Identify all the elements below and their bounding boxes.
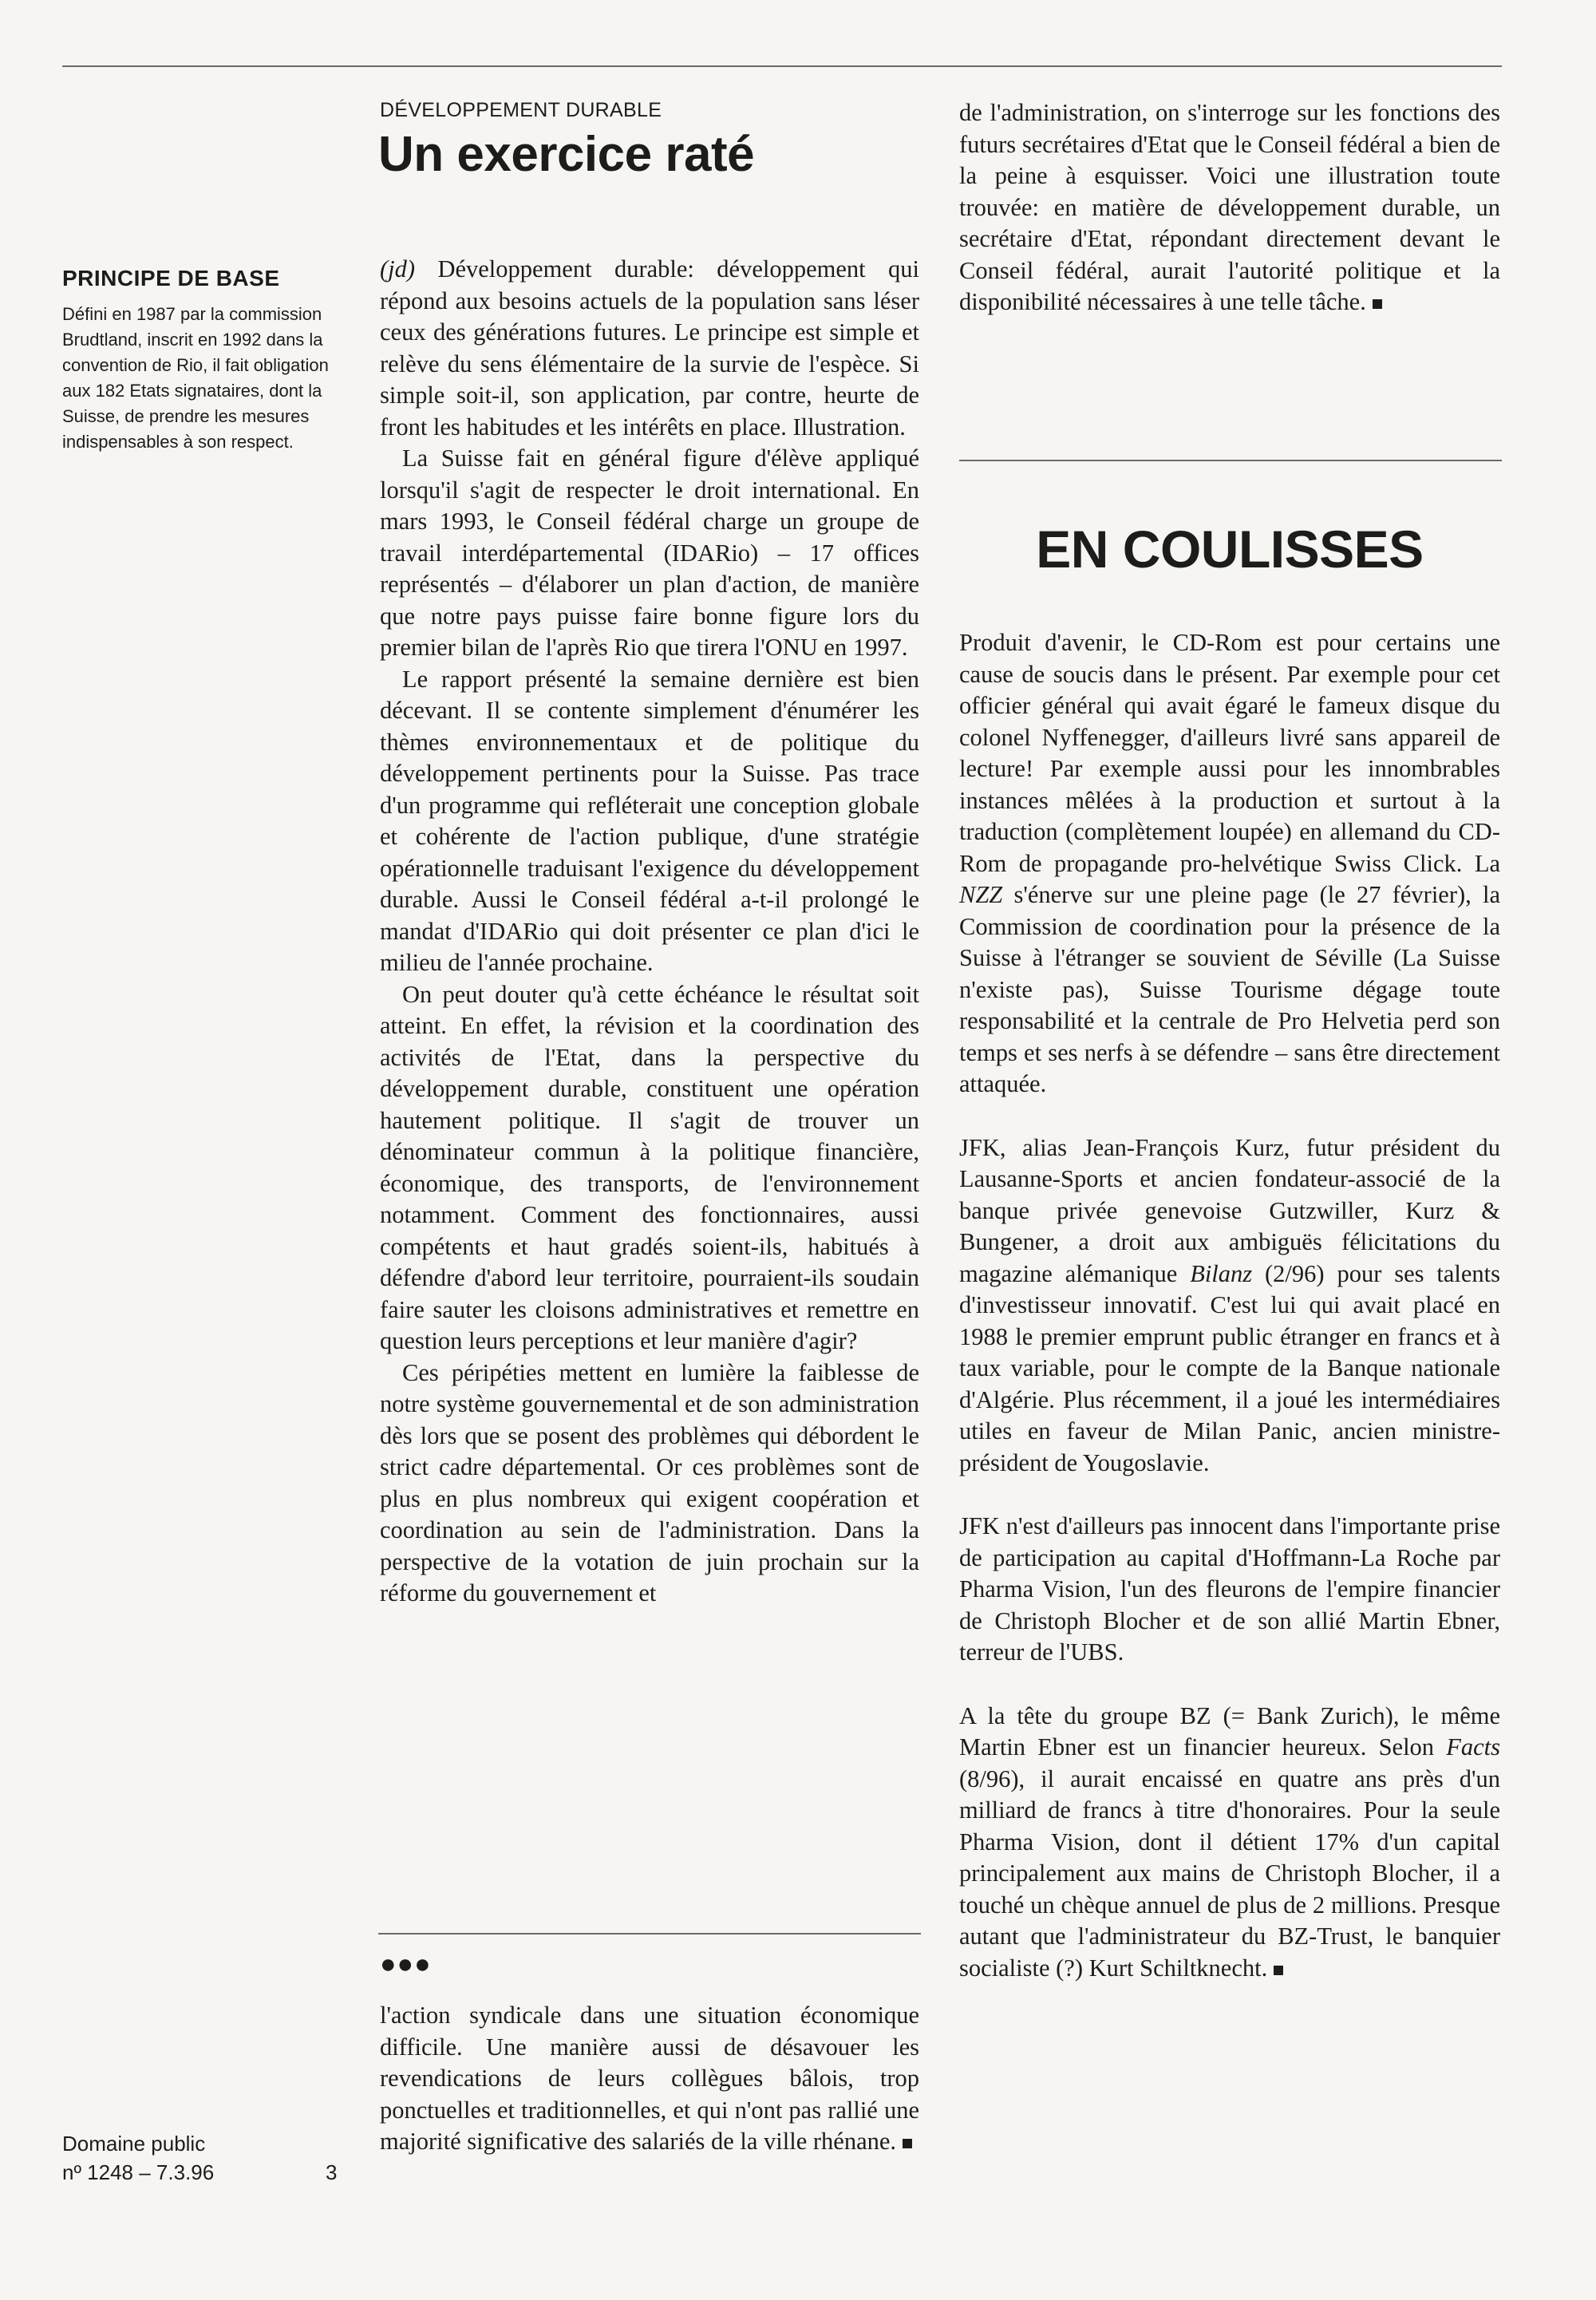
end-mark xyxy=(1274,1966,1283,1975)
article-body-column-1 xyxy=(380,254,919,1610)
continuation-marker: ●●● xyxy=(380,1949,432,1979)
article-paragraph: Ces péripéties mettent en lumière la faiblesse de notre système gouvernemental et de son administration dès lors que se posent des problèmes qui débordent le strict cadre départemental. Or ces problèmes sont de plus en plus nombreux qui exigent coopération et coordination au sein de l'administration. Dans la perspective de la votation de juin prochain sur la réforme du gouvernement et xyxy=(380,1358,919,1606)
coulisses-paragraph: JFK, alias Jean-François Kurz, futur président du Lausanne-Sports et ancien fondateur-associé de la banque privée genevoise Gutzwiller, Kurz & Bungener, a droit aux ambiguës félicitations du magazine alémanique Bilanz (2/96) pour ses talents d'investisseur innovatif. C'est lui qui avait placé en 1988 le premier emprunt public étranger en francs et à taux variable, pour le compte de la Banque nationale d'Algérie. Plus récemment, il a joué les intermédiaires utiles en faveur de Milan Panic, ancien ministre-président de Yougoslavie. xyxy=(959,1133,1500,1476)
article-paragraph: La Suisse fait en général figure d'élève appliqué lorsqu'il s'agit de respecter le droit international. En mars 1993, le Conseil fédéral charge un groupe de travail interdépartemental (IDARio) – 17 offices représentés – d'élaborer un plan d'action, de manière que notre pays puisse faire bonne figure lors du premier bilan de l'après Rio que tirera l'ONU en 1997. xyxy=(380,445,919,661)
continuation-text: l'action syndicale dans une situation économique difficile. Une manière aussi de désavouer les revendications de leurs collègues bâlois, trop ponctuelles et traditionnelles, et qui n'ont pas rallié une majorité significative des salariés de la ville rhénane. xyxy=(380,2002,919,2155)
footer-publication: Domaine public xyxy=(62,2132,206,2156)
article-kicker: DÉVELOPPEMENT DURABLE xyxy=(380,99,662,121)
coulisses-paragraph: A la tête du groupe BZ (= Bank Zurich), le même Martin Ebner est un financier heureux. Selon Facts (8/96), il aurait encaissé en quatre ans près d'un milliard de francs à titre d'honoraires. Pour la seule Pharma Vision, dont il détient 17% d'un capital principalement aux mains de Christoph Blocher, il a touché un chèque annuel de plus de 2 millions. Presque autant que l'administrateur du BZ-Trust, le banquier socialiste (?) Kurt Schiltknecht. xyxy=(959,1701,1500,1982)
top-rule xyxy=(62,65,1502,67)
article-title: Un exercice raté xyxy=(378,127,755,182)
sidebar-title: PRINCIPE DE BASE xyxy=(62,266,280,290)
page-number: 3 xyxy=(326,2160,338,2184)
sidebar-text: Défini en 1987 par la commission Brudtland, inscrit en 1992 dans la convention de Rio, il fait obligation aux 182 Etats signataires, dont la Suisse, de prendre les mesures indispensables à son respect. xyxy=(62,304,329,452)
coulisses-paragraph: JFK n'est d'ailleurs pas innocent dans l'importante prise de participation au capital d'Hoffmann-La Roche par Pharma Vision, l'un des fleurons de l'empire financier de Christoph Blocher et de son allié Martin Ebner, terreur de l'UBS. xyxy=(959,1512,1500,1666)
coulisses-paragraph: Produit d'avenir, le CD-Rom est pour certains une cause de soucis dans le présent. Par exemple pour cet officier général qui avait égaré le fameux disque du colonel Nyffenegger, d'ailleurs livré sans appareil de lecture! Par exemple aussi pour les innombrables instances mêlées à la production et surtout à la traduction (complètement loupée) en allemand du CD-Rom de propagande pro-helvétique Swiss Click. La NZZ s'énerve sur une pleine page (le 27 février), la Commission de coordination pour la présence de la Suisse à l'étranger se souvient de Séville (La Suisse n'existe pas), Suisse Tourisme dégage toute responsabilité et la centrale de Pro Helvetia perd son temps et ses nerfs à se défendre – sans être directement attaquée. xyxy=(959,629,1500,1097)
byline: (jd) xyxy=(380,255,416,283)
section-title: EN COULISSES xyxy=(1036,520,1424,579)
article-paragraph: On peut douter qu'à cette échéance le résultat soit atteint. En effet, la révision et la coordination des activités de l'Etat, dans la perspective du développement durable, constituent une opération hautement politique. Il s'agit de trouver un dénominateur commun à la politique financière, économique, des transports, de l'environnement notamment. Comment des fonctionnaires, aussi compétents et haut gradés soient-ils, habitués à défendre d'abord leur territoire, pourraient-ils soudain faire sauter les cloisons administratives et remettre en question leurs perceptions et leur manière d'agir? xyxy=(380,980,919,1354)
section-rule xyxy=(959,460,1502,461)
article-paragraph: (jd) Développement durable: développement qui répond aux besoins actuels de la population sans léser ceux des générations futures. Le principe est simple et relève du sens élémentaire de la survie de l'espèce. Si simple soit-il, son application, par contre, heurte de front les habitudes et les intérêts en place. Illustration. xyxy=(380,255,919,441)
continuation-rule xyxy=(378,1933,921,1934)
article-paragraph: Le rapport présenté la semaine dernière est bien décevant. Il se contente simplement d'énumérer les thèmes environnementaux et de politique du développement pertinents pour la Suisse. Pas trace d'un programme qui refléterait une conception globale et cohérente de l'action publique, d'une stratégie opérationnelle traduisant l'exigence du développement durable. Aussi le Conseil fédéral a-t-il prolongé le mandat d'IDARio qui doit présenter ce plan d'ici le milieu de l'année prochaine. xyxy=(380,665,919,976)
footer-issue: nº 1248 – 7.3.96 xyxy=(62,2160,215,2184)
end-mark xyxy=(1373,299,1382,309)
article-body-column-2: de l'administration, on s'interroge sur les fonctions des futurs secrétaires d'Etat que le Conseil fédéral a bien de la peine à esquisser. Voici une illustration toute trouvée: en matière de développement durable, un secrétaire d'Etat, répondant directement devant le Conseil fédéral, aurait l'autorité politique et la disponibilité nécessaires à une telle tâche. xyxy=(959,99,1500,315)
end-mark xyxy=(903,2139,912,2148)
coulisses-body xyxy=(959,627,1500,1984)
